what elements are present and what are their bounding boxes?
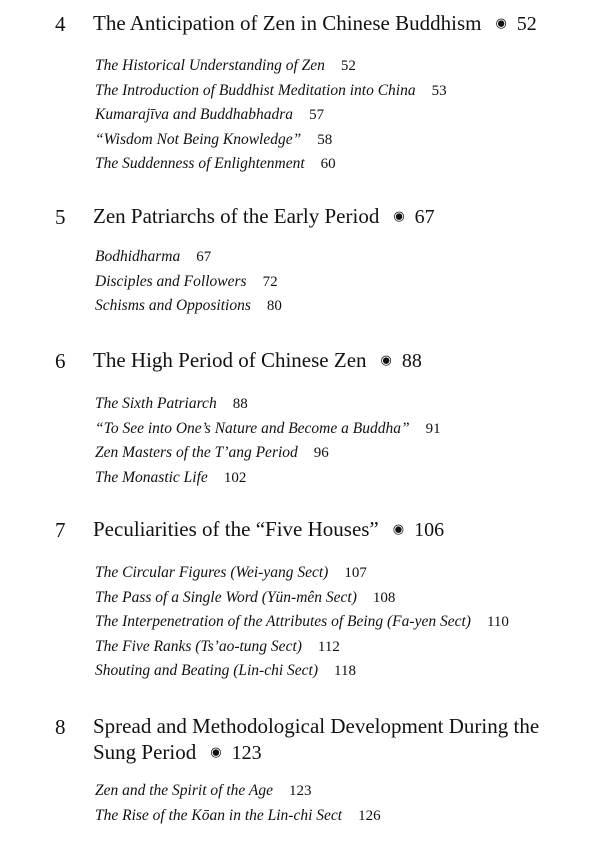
section-page-number: 80 <box>266 298 282 314</box>
section-item <box>95 79 575 104</box>
chapter-title-text: Peculiarities of the “Five Houses” <box>93 517 379 541</box>
section-item <box>95 610 575 635</box>
section-list <box>95 54 575 177</box>
section-page-number: 88 <box>232 396 248 412</box>
section-title: The Rise of the Kōan in the Lin-chi Sect <box>95 806 343 824</box>
section-title: Disciples and Followers <box>95 272 247 290</box>
chapter-title <box>93 10 573 37</box>
chapter-number: 6 <box>55 349 66 373</box>
chapter-4 <box>0 10 600 172</box>
section-page-number: 112 <box>317 638 340 655</box>
chapter-7 <box>0 516 600 679</box>
chapter-title-text: Spread and Methodological Development During the Sung Period <box>93 714 540 764</box>
bullet-separator-icon: ◉ <box>210 744 222 759</box>
section-item <box>95 392 575 417</box>
section-title: The Circular Figures (Wei-yang Sect) <box>95 564 329 581</box>
chapter-page-number: 67 <box>414 206 435 228</box>
bullet-separator-icon: ◉ <box>495 15 507 30</box>
chapter-number: 5 <box>55 205 66 229</box>
chapter-heading <box>0 10 600 40</box>
chapter-page-number: 52 <box>516 13 537 35</box>
section-list <box>95 392 575 490</box>
section-list <box>95 561 575 684</box>
section-title: Schisms and Oppositions <box>95 297 251 314</box>
section-title: Zen Masters of the T’ang Period <box>95 444 298 461</box>
section-title: The Monastic Life <box>95 468 208 486</box>
section-item <box>95 441 575 466</box>
section-title: The Introduction of Buddhist Meditation into China <box>95 81 416 99</box>
section-item <box>95 466 575 491</box>
chapter-page-number: 106 <box>414 519 445 541</box>
section-page-number: 126 <box>358 807 381 824</box>
section-title: The Five Ranks (Ts’ao-tung Sect) <box>95 637 302 655</box>
section-title: Bodhidharma <box>95 248 181 265</box>
section-page-number: 91 <box>425 420 441 437</box>
section-page-number: 110 <box>486 614 509 630</box>
section-item <box>95 128 575 153</box>
chapter-title-text: Zen Patriarchs of the Early Period <box>93 204 380 228</box>
chapter-heading <box>0 713 600 764</box>
section-page-number: 60 <box>320 156 336 172</box>
section-page-number: 72 <box>262 273 278 290</box>
section-list <box>95 245 575 319</box>
chapter-title <box>93 516 573 543</box>
chapter-title <box>93 347 573 374</box>
section-title: Shouting and Beating (Lin-chi Sect) <box>95 662 318 679</box>
section-item <box>95 635 575 660</box>
section-title: The Suddenness of Enlightenment <box>95 155 305 172</box>
section-item <box>95 804 575 829</box>
chapter-heading <box>0 203 600 233</box>
chapter-page-number: 88 <box>401 350 422 372</box>
chapter-heading <box>0 516 600 546</box>
section-item <box>95 659 575 684</box>
chapter-heading <box>0 347 600 377</box>
section-item <box>95 270 575 295</box>
section-item <box>95 54 575 79</box>
section-item <box>95 586 575 611</box>
section-page-number: 58 <box>317 131 333 148</box>
section-item <box>95 294 575 319</box>
section-title: The Pass of a Single Word (Yün-mên Sect) <box>95 588 357 606</box>
section-page-number: 118 <box>334 663 356 679</box>
chapter-page-number: 123 <box>231 742 262 764</box>
section-page-number: 53 <box>431 82 447 99</box>
bullet-separator-icon: ◉ <box>380 352 392 367</box>
chapter-5 <box>0 203 600 314</box>
chapter-title-text: The Anticipation of Zen in Chinese Buddhism <box>93 11 482 35</box>
section-page-number: 123 <box>288 783 312 799</box>
chapter-title-text: The High Period of Chinese Zen <box>93 348 367 372</box>
chapter-number: 7 <box>55 518 66 542</box>
chapter-title <box>93 713 543 766</box>
section-title: The Interpenetration of the Attributes of Being (Fa-yen Sect) <box>95 613 471 630</box>
chapter-6 <box>0 347 600 486</box>
section-page-number: 57 <box>309 107 325 123</box>
chapter-number: 4 <box>55 12 66 36</box>
section-title: Zen and the Spirit of the Age <box>95 782 273 799</box>
section-title: The Sixth Patriarch <box>95 395 217 412</box>
section-page-number: 67 <box>196 249 212 265</box>
section-title: Kumarajīva and Buddhabhadra <box>95 106 294 123</box>
section-item <box>95 103 575 128</box>
section-item <box>95 561 575 586</box>
section-title: The Historical Understanding of Zen <box>95 57 325 74</box>
section-page-number: 102 <box>223 469 247 486</box>
section-item <box>95 245 575 270</box>
section-page-number: 107 <box>344 565 367 581</box>
section-item <box>95 417 575 442</box>
bullet-separator-icon: ◉ <box>392 521 405 536</box>
bullet-separator-icon: ◉ <box>393 208 405 223</box>
section-page-number: 96 <box>313 445 329 461</box>
chapter-title <box>93 203 573 230</box>
chapter-number: 8 <box>55 715 66 739</box>
section-list <box>95 779 575 828</box>
section-page-number: 108 <box>372 589 396 606</box>
section-page-number: 52 <box>340 58 356 74</box>
section-title: “Wisdom Not Being Knowledge” <box>95 130 302 148</box>
section-item <box>95 152 575 177</box>
chapter-8 <box>0 713 600 824</box>
section-item <box>95 779 575 804</box>
section-title: “To See into One’s Nature and Become a Buddha” <box>95 419 410 437</box>
